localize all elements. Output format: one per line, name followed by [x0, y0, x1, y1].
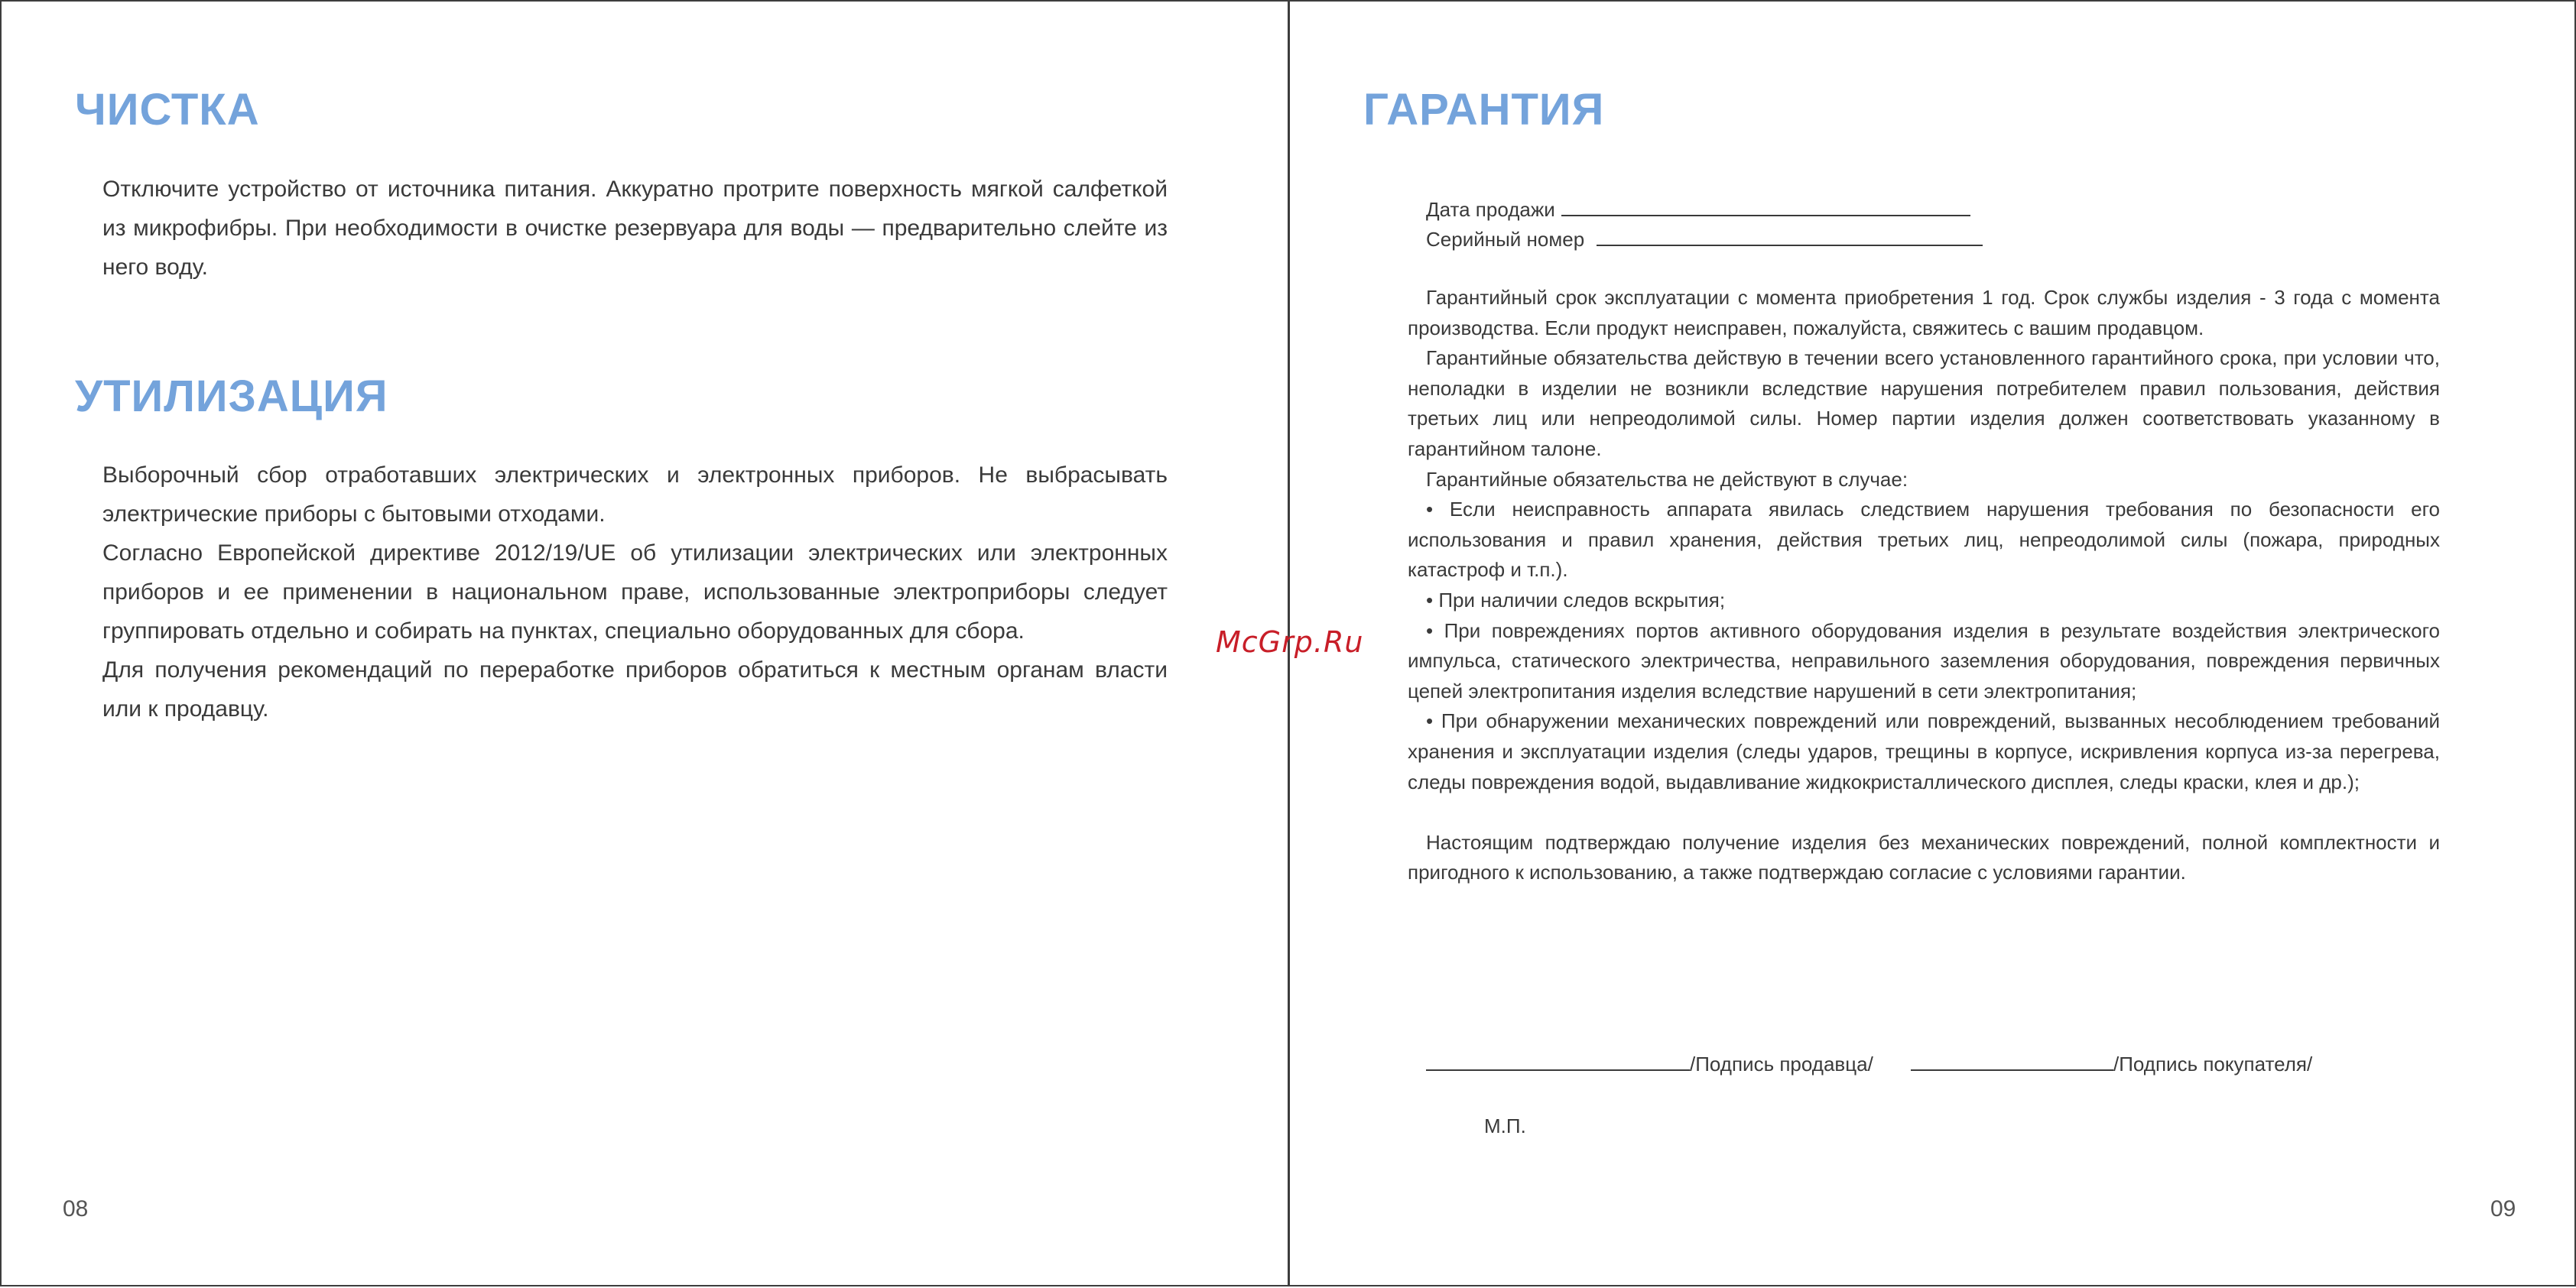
warranty-paragraph: Гарантийные обязательства действую в течении всего установленного гарантийного срока, при условии что, неполадки в изделии не возникли вследствие нарушения потребителем правил пользования, действия третьих лиц или непреодолимой силы. Номер партии изделия должен соответствовать указанному в гарантийном талоне.	[1408, 346, 2440, 460]
cleaning-paragraph: Отключите устройство от источника питания. Аккуратно протрите поверхность мягкой салфеткой из микрофибры. При необходимости в очистке резервуара для воды — предварительно слейте из него воду.	[102, 177, 1168, 280]
disposal-paragraph: Для получения рекомендаций по переработке приборов обратиться к местным органам власти или к продавцу.	[102, 657, 1168, 722]
warranty-bullet: • При наличии следов вскрытия;	[1426, 588, 1726, 612]
warranty-heading: ГАРАНТИЯ	[1363, 85, 1605, 135]
cleaning-text	[102, 170, 1168, 287]
serial-number-blank	[1597, 226, 1983, 246]
right-page	[1288, 0, 2576, 1286]
page-number-left: 08	[63, 1196, 89, 1221]
warranty-bullet: • При повреждениях портов активного оборудования изделия в результате воздействия электрического импульса, статического электричества, неправильного заземления оборудования, повреждения первичных цепей электропитания изделия вследствие нарушений в сети электропитания;	[1408, 618, 2440, 702]
sale-date-label: Дата продажи	[1426, 198, 1555, 221]
buyer-signature	[1911, 1049, 2312, 1079]
watermark: McGrp.Ru	[1216, 625, 1364, 659]
page-number-right: 09	[2490, 1196, 2516, 1221]
warranty-bullet: • При обнаружении механических повреждений или повреждений, вызванных несоблюдением требований хранения и эксплуатации изделия (следы ударов, трещины в корпусе, искривления корпуса из-за перегрева, следы повреждения водой, выдавливание жидкокристаллического дисплея, следы краски, клея и др.);	[1408, 709, 2440, 793]
disposal-text	[102, 456, 1168, 728]
confirmation-paragraph: Настоящим подтверждаю получение изделия без механических повреждений, полной комплектности и пригодного к использованию, а также подтверждаю согласие с условиями гарантии.	[1408, 830, 2440, 884]
seller-signature	[1426, 1049, 1873, 1079]
disposal-paragraph: Согласно Европейской директиве 2012/19/UE об утилизации электрических или электронных приборов и ее применении в национальном праве, использованные электроприборы следует группировать отдельно и собирать на пунктах, специально оборудованных для сбора.	[102, 540, 1168, 644]
serial-number-label: Серийный номер	[1426, 228, 1585, 251]
stamp-label: М.П.	[1484, 1114, 1526, 1137]
buyer-signature-blank	[1911, 1050, 2113, 1071]
seller-signature-label: /Подпись продавца/	[1690, 1053, 1873, 1075]
left-page	[0, 0, 1288, 1286]
seller-signature-blank	[1426, 1050, 1690, 1071]
serial-number-field	[1426, 224, 1983, 255]
warranty-paragraph: Гарантийный срок эксплуатации с момента приобретения 1 год. Срок службы изделия - 3 года с момента производства. Если продукт неисправен, пожалуйста, свяжитесь с вашим продавцом.	[1408, 286, 2440, 339]
disposal-heading: УТИЛИЗАЦИЯ	[75, 371, 388, 421]
warranty-paragraph: Гарантийные обязательства не действуют в случае:	[1426, 467, 1908, 491]
disposal-paragraph: Выборочный сбор отработавших электрических и электронных приборов. Не выбрасывать электрические приборы с бытовыми отходами.	[102, 462, 1168, 527]
buyer-signature-label: /Подпись покупателя/	[2113, 1053, 2313, 1075]
warranty-bullet: • Если неисправность аппарата явилась следствием нарушения требования по безопасности его использования и правил хранения, действия третьих лиц, непреодолимой силы (пожара, природных катастроф и т.п.).	[1408, 498, 2440, 582]
sale-date-field	[1426, 194, 1970, 225]
warranty-conditions	[1408, 283, 2440, 888]
sale-date-blank	[1561, 196, 1970, 216]
cleaning-heading: ЧИСТКА	[75, 85, 260, 135]
